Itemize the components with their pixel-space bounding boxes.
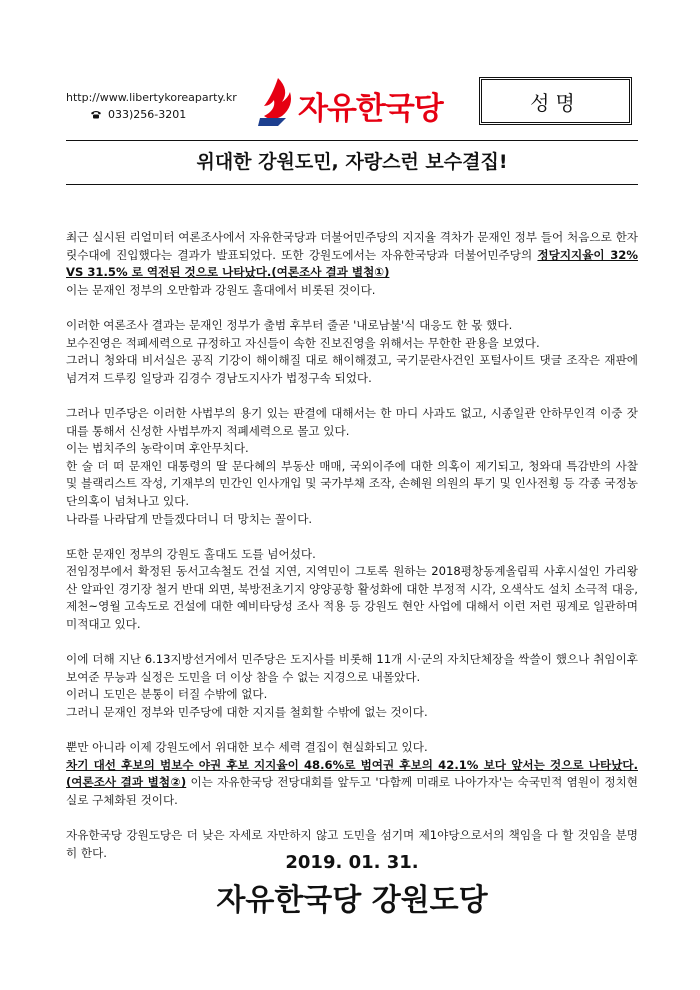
paragraph-4: 또한 문재인 정부의 강원도 홀대도 도를 넘어섰다. 전임정부에서 확정된 동서고속철도 건설 지연, 지역민이 그토록 원하는 2018평창동계올림픽 사후시설인 가리왕산 알파인 경기장 철거 반대 외면, 북방전초기지 양양공항 활성화에 대한 부정적 시각, 오색삭도 설치 소극적 대응, 제천~영월 고속도로 건설에 대한 예비타당성 조사 적용 등 강원도 현안 사업에 대해서 이런 저런 핑계로 일관하며 미적대고 있다.	[66, 546, 638, 632]
phone-number: 033)256-3201	[108, 108, 187, 121]
paragraph-5: 이에 더해 지난 6.13지방선거에서 민주당은 도지사를 비롯해 11개 시·군의 자치단체장을 싹쓸이 했으나 취임이후 보여준 무능과 실정은 도민을 더 이상 참을 수 없는 지경으로 내몰았다. 이러니 도민은 분통이 터질 수밖에 없다. 그러니 문재인 정부와 민주당에 대한 지지를 철회할 수밖에 없는 것이다.	[66, 652, 638, 720]
poll-highlight-2: 차기 대선 후보의 범보수 야권 후보 지지율이 48.6%로 범여권 후보의 42.1% 보다 앞서는 것으로 나타났다.(여론조사 결과 별첨②)	[66, 757, 638, 790]
statement-label-box: 성명	[479, 77, 632, 125]
phone-icon	[90, 110, 102, 119]
title-rule-bottom	[66, 184, 638, 185]
paragraph-6: 뿐만 아니라 이제 강원도에서 위대한 보수 세력 결집이 현실화되고 있다. 차기 대선 후보의 범보수 야권 후보 지지율이 48.6%로 범여권 후보의 42.1% 보다 앞서는 것으로 나타났다.(여론조사 결과 별첨②) 이는 자유한국당 전당대회를 앞두고 '다함께 미래로 나아가자'는 숙국민적 염원이 정치현실로 구체화된 것이다.	[66, 740, 638, 807]
phone-number-row	[90, 106, 237, 123]
paragraph-3: 그러나 민주당은 이러한 사법부의 용기 있는 판결에 대해서는 한 마디 사과도 없고, 시종일관 안하무인격 이중 잣대를 통해서 신성한 사법부까지 적폐세력으로 몰고 있다. 이는 법치주의 농락이며 후안무치다. 한 술 더 떠 문재인 대통령의 딸 문다혜의 부동산 매매, 국외이주에 대한 의혹이 제기되고, 청와대 특감반의 사찰 및 블랙리스트 작성, 기재부의 민간인 인사개입 및 국가부채 조작, 손혜원 의원의 투기 및 인사전횡 등 각종 국정농단의혹이 넘쳐나고 있다. 나라를 나라답게 만들겠다더니 더 망치는 꼴이다.	[66, 405, 638, 526]
statement-body	[66, 229, 638, 862]
paragraph-1: 최근 실시된 리얼미터 여론조사에서 자유한국당과 더불어민주당의 지지율 격차가 문재인 정부 들어 처음으로 한자릿수대에 진입했다는 결과가 발표되었다. 또한 강원도에서는 자유한국당과 더불어민주당의 정당지지율이 32% VS 31.5% 로 역전된 것으로 나타났다.(여론조사 결과 별첨①) 이는 문재인 정부의 오만함과 강원도 홀대에서 비롯된 것이다.	[66, 230, 638, 297]
poll-highlight-1: 정당지지율이 32% VS 31.5% 로 역전된 것으로 나타났다.(여론조사 결과 별첨①)	[66, 247, 638, 280]
statement-date: 2019. 01. 31.	[285, 852, 419, 873]
party-website-link[interactable]: http://www.libertykoreaparty.kr	[66, 91, 237, 104]
paragraph-2: 이러한 여론조사 결과는 문재인 정부가 출범 후부터 줄곧 '내로남불'식 대응도 한 몫 했다. 보수진영은 적폐세력으로 규정하고 자신들이 속한 진보진영을 위해서는 무한한 관용을 보였다. 그러니 청와대 비서실은 공직 기강이 해이해질 대로 해이해졌고, 국기문란사건인 포털사이트 댓글 조작은 재판에 넘겨져 드루킹 일당과 김경수 경남도지사가 법정구속 되었다.	[66, 317, 638, 385]
party-logo-text: 자유한국당	[298, 90, 443, 127]
torch-flame-icon	[256, 76, 296, 128]
page-title: 위대한 강원도민, 자랑스런 보수결집!	[196, 151, 508, 173]
issuing-organization: 자유한국당 강원도당	[216, 883, 488, 918]
header-contact	[66, 89, 237, 123]
party-logo	[256, 76, 443, 128]
title-rule-top	[66, 140, 638, 141]
paragraph-7: 자유한국당 강원도당은 더 낮은 자세로 자만하지 않고 도민을 섬기며 제1야당으로서의 책임을 다 할 것임을 분명히 한다.	[66, 828, 638, 860]
